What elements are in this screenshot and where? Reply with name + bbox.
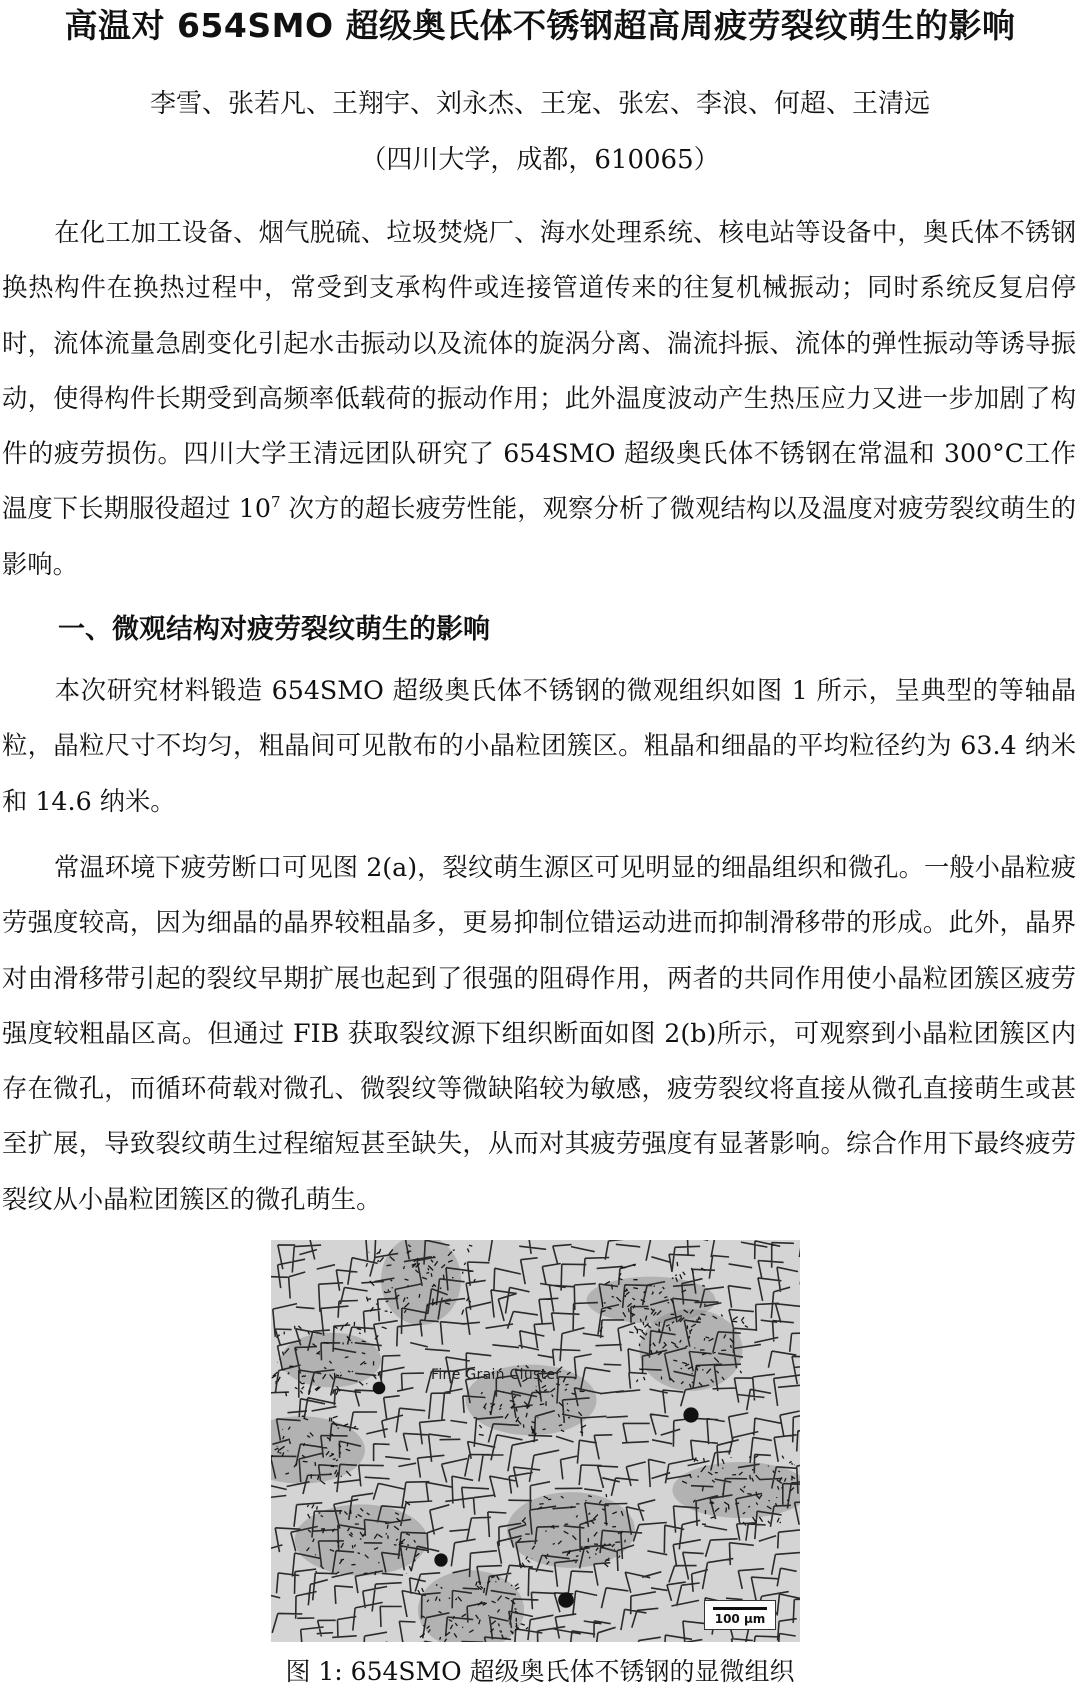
intro-text-end: 次方的超长疲劳性能，观察分析了微观结构以及温度对疲劳裂纹萌生的影响。 — [2, 494, 1076, 579]
figure-caption: 图 1: 654SMO 超级奥氏体不锈钢的显微组织 — [285, 1657, 795, 1686]
intro-text: 在化工加工设备、烟气脱硫、垃圾焚烧厂、海水处理系统、核电站等设备中，奥氏体不锈钢换热构件在换热过程中，常受到支承构件或连接管道传来的往复机械振动；同时系统反复启停时，流体流量急剧变化引起水击振动以及流体的旋涡分离、湍流抖振、流体的弹性振动等诱导振动，使得构件长期受到高频率低载荷的振动作用；此外温度波动产生热压应力又进一步加剧了构件的疲劳损伤。四川大学王清远团队研究了 654SMO 超级奥氏体不锈钢在常温和 300°C工作温度下长期服役超过 10 — [2, 218, 1076, 524]
micro-pore — [434, 1553, 447, 1566]
author-list: 李雪、张若凡、王翔宇、刘永杰、王宠、张宏、李浪、何超、王清远 — [149, 89, 930, 119]
micrograph-figure — [271, 1240, 800, 1642]
paper-title: 高温对 654SMO 超级奥氏体不锈钢超高周疲劳裂纹萌生的影响 — [64, 6, 1016, 45]
body-paragraph-2-text: 常温环境下疲劳断口可见图 2(a)，裂纹萌生源区可见明显的细晶组织和微孔。一般小晶粒疲劳强度较高，因为细晶的晶界较粗晶多，更易抑制位错运动进而抑制滑移带的形成。此外，晶界对由滑移带引起的裂纹早期扩展也起到了很强的阻碍作用，两者的共同作用使小晶粒团簇区疲劳强度较粗晶区高。但通过 FIB 获取裂纹源下组织断面如图 2(b)所示，可观察到小晶粒团簇区内存在微孔，而循环荷载对微孔、微裂纹等微缺陷较为敏感，疲劳裂纹将直接从微孔直接萌生或甚至扩展，导致裂纹萌生过程缩短甚至缺失，从而对其疲劳强度有显著影响。综合作用下最终疲劳裂纹从小晶粒团簇区的微孔萌生。 — [2, 853, 1076, 1214]
body-paragraph-1 — [2, 663, 1076, 829]
scale-bar-label: 100 μm — [714, 1612, 766, 1626]
affiliation: （四川大学，成都，610065） — [360, 145, 720, 175]
section-heading: 一、微观结构对疲劳裂纹萌生的影响 — [58, 614, 490, 645]
scale-bar-line — [713, 1607, 767, 1610]
exponent: 7 — [270, 493, 281, 512]
fine-grain-cluster-label: Fine Grain Cluster — [431, 1367, 562, 1383]
scale-bar — [704, 1600, 776, 1630]
micro-pore — [558, 1592, 574, 1608]
intro-paragraph — [2, 205, 1076, 592]
micro-pore — [683, 1407, 698, 1422]
micro-pore — [373, 1382, 386, 1395]
body-paragraph-1-text: 本次研究材料锻造 654SMO 超级奥氏体不锈钢的微观组织如图 1 所示，呈典型的等轴晶粒，晶粒尺寸不均匀，粗晶间可见散布的小晶粒团簇区。粗晶和细晶的平均粒径约为 63.4 纳米和 14.6 纳米。 — [2, 676, 1077, 816]
micrograph-image — [271, 1240, 800, 1642]
body-paragraph-2 — [2, 840, 1076, 1227]
